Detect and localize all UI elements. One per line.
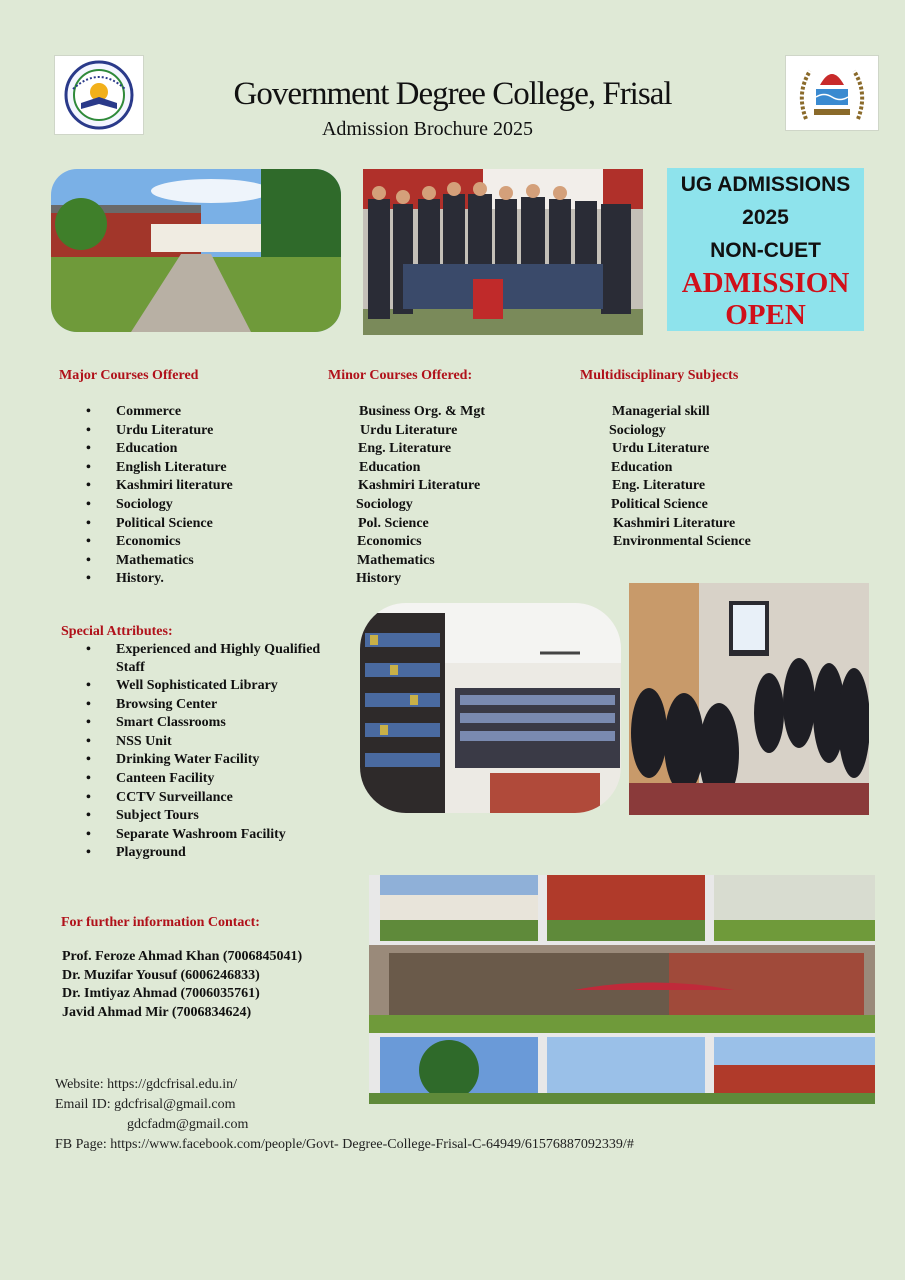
list-item: Education bbox=[611, 459, 673, 475]
page-subtitle: Admission Brochure 2025 bbox=[321, 118, 534, 140]
list-item: • Sociology bbox=[86, 496, 233, 515]
special-attributes-heading: Special Attributes: bbox=[61, 624, 173, 639]
list-item: • Subject Tours bbox=[86, 807, 348, 826]
list-item: Political Science bbox=[611, 496, 708, 512]
contact-person: Javid Ahmad Mir (7006834624) bbox=[62, 1004, 252, 1020]
major-courses-list bbox=[86, 403, 233, 589]
list-item: Managerial skill bbox=[612, 404, 710, 419]
list-item: History bbox=[356, 571, 402, 587]
list-item: Mathematics bbox=[357, 552, 435, 568]
library-photo bbox=[360, 603, 621, 813]
list-item: • Education bbox=[86, 440, 233, 459]
list-item: Sociology bbox=[356, 496, 413, 512]
list-item: • Political Science bbox=[86, 515, 233, 534]
list-item: • Well Sophisticated Library bbox=[86, 677, 348, 696]
page-title: Government Degree College, Frisal bbox=[233, 76, 672, 112]
banner-line-2: 2025 bbox=[742, 206, 789, 229]
major-courses-heading: Major Courses Offered bbox=[59, 368, 199, 383]
banner-line-1: UG ADMISSIONS bbox=[680, 173, 851, 196]
footer bbox=[55, 1075, 634, 1155]
list-item: • History. bbox=[86, 570, 233, 589]
list-item: Kashmiri Literature bbox=[358, 478, 481, 494]
minor-courses-heading: Minor Courses Offered: bbox=[328, 368, 473, 383]
contact-person: Dr. Imtiyaz Ahmad (7006035761) bbox=[62, 986, 260, 1001]
list-item: • Browsing Center bbox=[86, 696, 348, 715]
list-item: Environmental Science bbox=[613, 534, 751, 550]
contact-list bbox=[62, 948, 302, 1022]
list-item: • English Literature bbox=[86, 459, 233, 478]
contact-person: Dr. Muzifar Yousuf (6006246833) bbox=[62, 967, 260, 983]
list-item: • Urdu Literature bbox=[86, 422, 233, 441]
list-item: • Canteen Facility bbox=[86, 770, 348, 789]
minor-courses-list bbox=[356, 403, 485, 589]
website-link[interactable]: Website: https://gdcfrisal.edu.in/ bbox=[55, 1077, 238, 1092]
contact-person: Prof. Feroze Ahmad Khan (7006845041) bbox=[62, 949, 303, 964]
list-item: • Playground bbox=[86, 844, 348, 863]
banner-line-3: NON-CUET bbox=[710, 239, 821, 262]
list-item: Eng. Literature bbox=[612, 478, 706, 494]
campus-buildings-collage bbox=[369, 875, 875, 1104]
email-primary[interactable]: Email ID: gdcfrisal@gmail.com bbox=[55, 1097, 236, 1112]
campus-pathway-photo bbox=[51, 169, 341, 332]
special-attributes-list bbox=[86, 641, 348, 863]
list-item: Eng. Literature bbox=[358, 441, 452, 457]
list-item: • Commerce bbox=[86, 403, 233, 422]
list-item: Education bbox=[359, 459, 421, 475]
admission-banner bbox=[667, 168, 864, 331]
smart-classroom-photo bbox=[629, 583, 869, 815]
list-item: Business Org. & Mgt bbox=[359, 404, 485, 419]
facebook-link[interactable]: FB Page: https://www.facebook.com/people/Govt- Degree-College-Frisal-C-64949/61576887092339/# bbox=[55, 1137, 634, 1152]
list-item: • Kashmiri literature bbox=[86, 477, 233, 496]
list-item: • Experienced and Highly Qualified Staff bbox=[86, 641, 348, 677]
multidisciplinary-heading: Multidisciplinary Subjects bbox=[580, 368, 739, 383]
banner-line-4: ADMISSION bbox=[681, 267, 850, 299]
contact-heading: For further information Contact: bbox=[61, 915, 260, 930]
list-item: • NSS Unit bbox=[86, 733, 348, 752]
list-item: • Economics bbox=[86, 533, 233, 552]
list-item: • Smart Classrooms bbox=[86, 714, 348, 733]
list-item: • Separate Washroom Facility bbox=[86, 826, 348, 845]
list-item: • Mathematics bbox=[86, 552, 233, 571]
multidisciplinary-list bbox=[609, 403, 751, 552]
staff-group-photo bbox=[363, 169, 643, 335]
list-item: Urdu Literature bbox=[612, 441, 710, 457]
list-item: • Drinking Water Facility bbox=[86, 751, 348, 770]
list-item: Sociology bbox=[609, 422, 666, 438]
list-item: Kashmiri Literature bbox=[613, 515, 736, 531]
list-item: • CCTV Surveillance bbox=[86, 789, 348, 808]
list-item: Pol. Science bbox=[358, 515, 429, 531]
list-item: Urdu Literature bbox=[360, 422, 458, 438]
list-item: Economics bbox=[357, 534, 422, 550]
email-secondary[interactable]: gdcfadm@gmail.com bbox=[127, 1117, 249, 1132]
banner-line-5: OPEN bbox=[725, 299, 806, 331]
